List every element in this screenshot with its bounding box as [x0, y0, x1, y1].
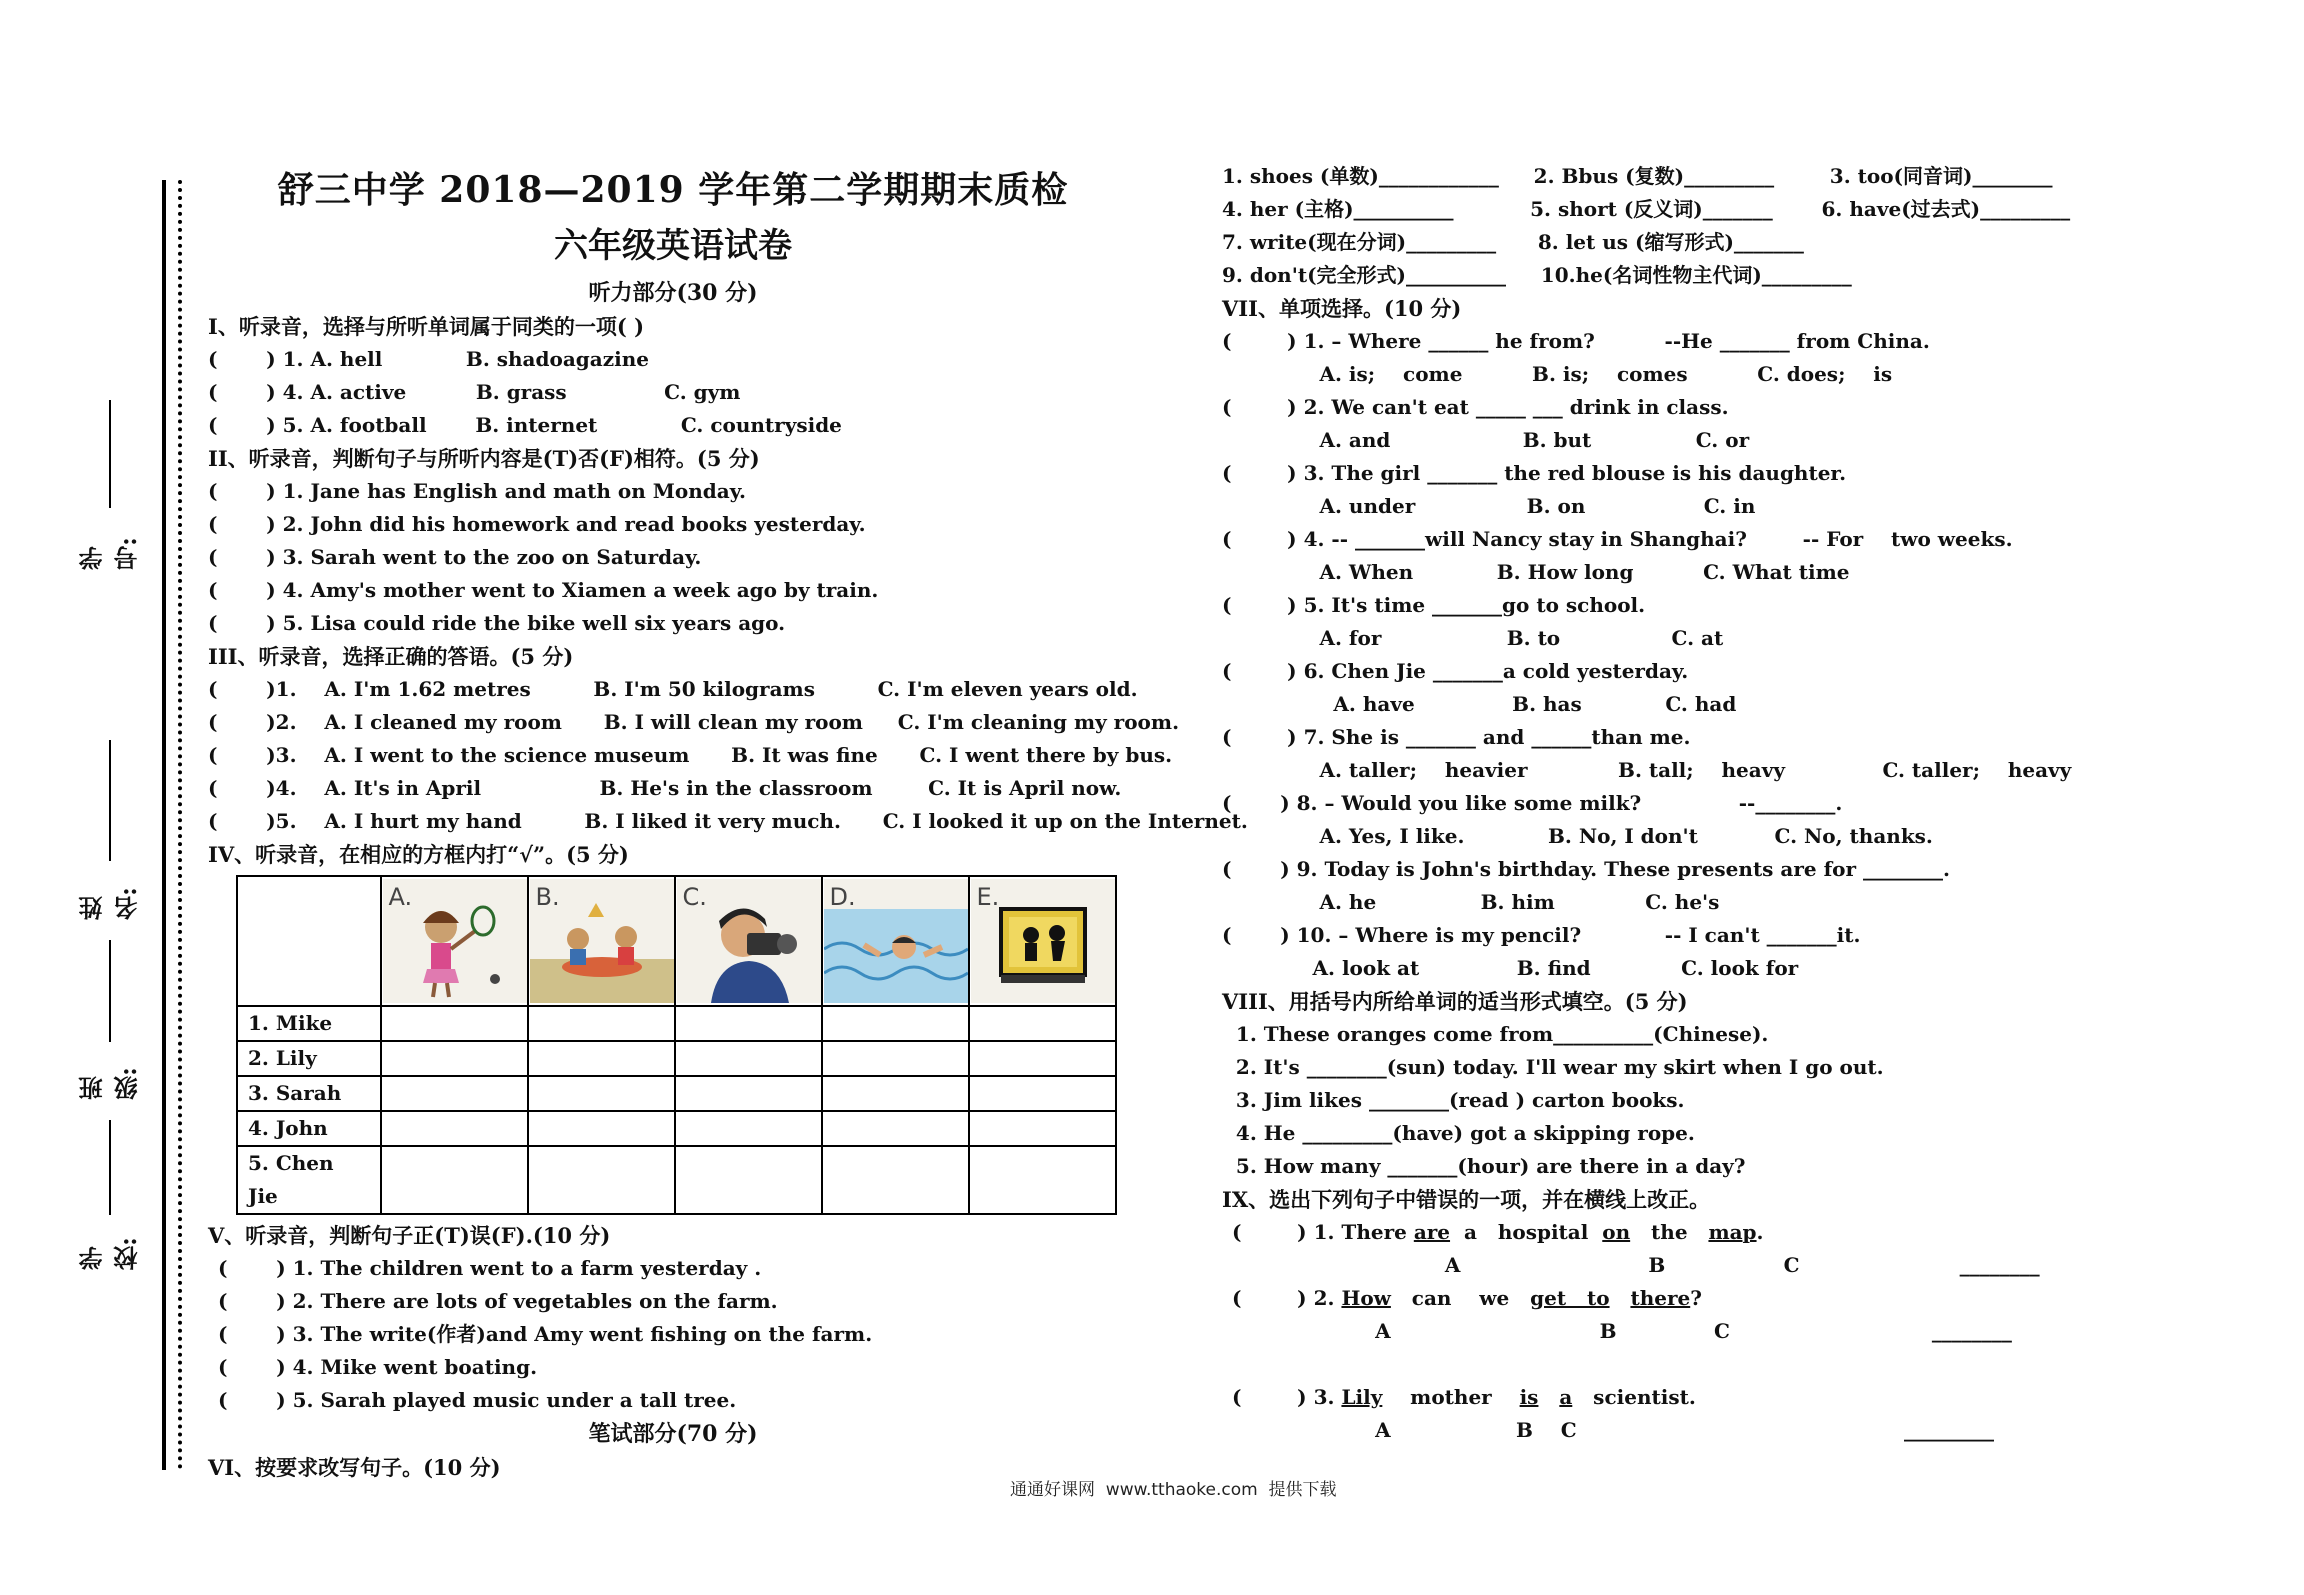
answer-cell[interactable]	[675, 1006, 822, 1041]
exam-subtitle: 六年级英语试卷	[554, 226, 792, 266]
option-c-word: there	[1630, 1286, 1691, 1310]
table-row	[237, 1041, 1116, 1076]
exam-title: 舒三中学 2018—2019 学年第二学期期末质检	[277, 169, 1069, 211]
answer-cell[interactable]	[822, 1111, 969, 1146]
student-number-field	[80, 400, 140, 570]
picnic-scene-image: B.	[530, 879, 674, 1003]
question-row: ( ) 3. Sarah went to the zoo on Saturday.	[208, 545, 702, 569]
question-row: ( )5. A. I hurt my hand B. I liked it very much. C. I looked it up on the Internet.	[208, 809, 1248, 833]
option-letters: A B C ________	[1222, 1319, 2012, 1343]
answer-cell[interactable]	[381, 1146, 528, 1214]
boy-swimming-image: D.	[824, 879, 968, 1003]
table-row	[237, 1076, 1116, 1111]
section-2-heading: II、听录音，判断句子与所听内容是(T)否(F)相符。(5 分)	[208, 446, 760, 471]
table-row	[237, 1006, 1116, 1041]
mc-options: A. When B. How long C. What time	[1222, 560, 1850, 584]
mc-question: ( ) 4. -- _______will Nancy stay in Shanghai? -- For two weeks.	[1222, 527, 2013, 551]
error-sentence: ( ) 2. How can we get to there?	[1232, 1286, 1702, 1310]
student-name-cell: 5. Chen Jie	[237, 1146, 381, 1214]
answer-cell[interactable]	[675, 1041, 822, 1076]
rewrite-row: 9. don't(完全形式)__________ 10.he(名词性物主代词)_________	[1222, 263, 1852, 287]
answer-cell[interactable]	[822, 1041, 969, 1076]
mc-question: ( ) 5. It's time _______go to school.	[1222, 593, 1646, 617]
class-blank[interactable]	[109, 940, 111, 1042]
question-row: ( )4. A. It's in April B. He's in the classroom C. It is April now.	[208, 776, 1122, 800]
mc-question: ( ) 8. – Would you like some milk? --________.	[1222, 791, 1843, 815]
mc-options: A. and B. but C. or	[1222, 428, 1750, 452]
answer-cell[interactable]	[822, 1006, 969, 1041]
option-c-word: map	[1708, 1220, 1757, 1244]
school-field	[80, 1120, 140, 1270]
picture-cell	[528, 876, 675, 1006]
mc-question: ( ) 3. The girl _______ the red blouse is his daughter.	[1222, 461, 1847, 485]
school-blank[interactable]	[109, 1120, 111, 1215]
question-row: ( )2. A. I cleaned my room B. I will clean my room C. I'm cleaning my room.	[208, 710, 1180, 734]
mc-question: ( ) 2. We can't eat _____ ___ drink in class.	[1222, 395, 1729, 419]
mc-options: A. for B. to C. at	[1222, 626, 1724, 650]
answer-cell[interactable]	[822, 1076, 969, 1111]
rewrite-row: 4. her (主格)__________ 5. short (反义词)_______ 6. have(过去式)_________	[1222, 197, 2071, 221]
section-7-heading: VII、单项选择。(10 分)	[1222, 296, 1462, 321]
answer-cell[interactable]	[528, 1006, 675, 1041]
answer-cell[interactable]	[381, 1041, 528, 1076]
mc-question: ( ) 10. – Where is my pencil? -- I can't _______it.	[1222, 923, 1861, 947]
question-row: ( ) 4. Mike went boating.	[218, 1355, 538, 1379]
table-row	[237, 1111, 1116, 1146]
puppet-show-image: E.	[971, 879, 1115, 1003]
question-row: ( ) 4. A. active B. grass C. gym	[208, 380, 741, 404]
answer-cell[interactable]	[822, 1146, 969, 1214]
answer-cell[interactable]	[675, 1076, 822, 1111]
question-row: ( ) 1. The children went to a farm yesterday .	[218, 1256, 762, 1280]
answer-cell[interactable]	[381, 1076, 528, 1111]
mc-options: A. have B. has C. had	[1222, 692, 1737, 716]
girl-tennis-image: A.	[383, 879, 527, 1003]
tick-table	[236, 875, 1117, 1215]
option-letters: A B C ________	[1222, 1253, 2040, 1277]
mc-options: A. is; come B. is; comes C. does; is	[1222, 362, 1893, 386]
answer-cell[interactable]	[528, 1146, 675, 1214]
picture-cell	[822, 876, 969, 1006]
fill-blank-row: 1. These oranges come from__________(Chinese).	[1222, 1022, 1769, 1046]
mc-options: A. he B. him C. he's	[1222, 890, 1720, 914]
section-5-heading: V、听录音，判断句子正(T)误(F).(10 分)	[208, 1223, 611, 1248]
mc-question: ( ) 9. Today is John's birthday. These presents are for ________.	[1222, 857, 1950, 881]
answer-cell[interactable]	[528, 1111, 675, 1146]
table-corner-cell	[237, 876, 381, 1006]
option-a-word: How	[1341, 1286, 1391, 1310]
download-footer: 通通好课网 www.tthaoke.com 提供下载	[1010, 1480, 1337, 1500]
question-row: ( )1. A. I'm 1.62 metres B. I'm 50 kilograms C. I'm eleven years old.	[208, 677, 1138, 701]
question-row: ( ) 1. A. hell B. shadoagazine	[208, 347, 649, 371]
answer-cell[interactable]	[969, 1041, 1116, 1076]
answer-cell[interactable]	[675, 1111, 822, 1146]
question-row: ( ) 4. Amy's mother went to Xiamen a week ago by train.	[208, 578, 879, 602]
error-sentence: ( ) 1. There are a hospital on the map.	[1232, 1220, 1764, 1244]
fill-blank-row: 5. How many _______(hour) are there in a day?	[1222, 1154, 1746, 1178]
question-row: ( ) 2. There are lots of vegetables on the farm.	[218, 1289, 778, 1313]
fill-blank-row: 2. It's ________(sun) today. I'll wear my skirt when I go out.	[1222, 1055, 1884, 1079]
option-a-word: are	[1413, 1220, 1451, 1244]
mc-options: A. under B. on C. in	[1222, 494, 1756, 518]
answer-cell[interactable]	[381, 1006, 528, 1041]
option-b-word: on	[1602, 1220, 1631, 1244]
question-row: ( ) 5. Sarah played music under a tall tree.	[218, 1388, 737, 1412]
number-blank[interactable]	[109, 400, 111, 508]
section-6-heading: VI、按要求改写句子。(10 分)	[208, 1455, 501, 1480]
picture-cell	[381, 876, 528, 1006]
student-name-cell: 4. John	[237, 1111, 381, 1146]
student-name-cell: 1. Mike	[237, 1006, 381, 1041]
student-name-cell: 3. Sarah	[237, 1076, 381, 1111]
question-row: ( ) 2. John did his homework and read books yesterday.	[208, 512, 866, 536]
class-label: 班级:	[78, 1067, 142, 1100]
section-9-heading: IX、选出下列句子中错误的一项，并在横线上改正。	[1222, 1187, 1711, 1212]
answer-cell[interactable]	[969, 1076, 1116, 1111]
left-column	[208, 160, 1248, 1484]
error-sentence: ( ) 3. Lily mother is a scientist.	[1232, 1385, 1696, 1409]
right-column	[1222, 160, 2162, 1447]
picture-cell	[969, 876, 1116, 1006]
rewrite-row: 7. write(现在分词)_________ 8. let us (缩写形式)_______	[1222, 230, 1804, 254]
question-row: ( ) 5. A. football B. internet C. countryside	[208, 413, 842, 437]
question-row: ( ) 5. Lisa could ride the bike well six years ago.	[208, 611, 786, 635]
answer-cell[interactable]	[675, 1146, 822, 1214]
student-name-cell: 2. Lily	[237, 1041, 381, 1076]
spacer	[1222, 1348, 2162, 1381]
fill-blank-row: 3. Jim likes ________(read ) carton books.	[1222, 1088, 1685, 1112]
question-row: ( )3. A. I went to the science museum B. It was fine C. I went there by bus.	[208, 743, 1173, 767]
answer-cell[interactable]	[381, 1111, 528, 1146]
class-field	[80, 940, 140, 1100]
fill-blank-row: 4. He _________(have) got a skipping rope.	[1222, 1121, 1695, 1145]
rewrite-row: 1. shoes (单数)____________ 2. Bbus (复数)_________ 3. too(同音词)________	[1222, 164, 2053, 188]
option-c-word: a	[1559, 1385, 1573, 1409]
section-1-heading: I、听录音，选择与所听单词属于同类的一项( )	[208, 314, 645, 339]
option-a-word: Lily	[1341, 1385, 1383, 1409]
section-4-heading: IV、听录音，在相应的方框内打“√”。(5 分)	[208, 842, 629, 867]
writing-part-heading: 笔试部分(70 分)	[588, 1421, 758, 1447]
name-blank[interactable]	[109, 740, 111, 861]
mc-question: ( ) 6. Chen Jie _______a cold yesterday.	[1222, 659, 1689, 683]
picture-cell	[675, 876, 822, 1006]
name-label: 姓名:	[78, 887, 142, 920]
mc-question: ( ) 1. – Where ______ he from? --He _______ from China.	[1222, 329, 1930, 353]
option-b-word: is	[1519, 1385, 1539, 1409]
answer-cell[interactable]	[528, 1041, 675, 1076]
mc-question: ( ) 7. She is _______ and ______than me.	[1222, 725, 1691, 749]
section-8-heading: VIII、用括号内所给单词的适当形式填空。(5 分)	[1222, 989, 1688, 1014]
binding-margin-solid-line	[162, 180, 166, 1470]
name-field	[80, 740, 140, 920]
table-row	[237, 1146, 1116, 1214]
answer-cell[interactable]	[528, 1076, 675, 1111]
option-b-word: get to	[1530, 1286, 1610, 1310]
answer-cell[interactable]	[969, 1006, 1116, 1041]
answer-cell[interactable]	[969, 1111, 1116, 1146]
question-row: ( ) 3. The write(作者)and Amy went fishing on the farm.	[218, 1322, 873, 1346]
question-row: ( ) 1. Jane has English and math on Monday.	[208, 479, 746, 503]
section-3-heading: III、听录音，选择正确的答语。(5 分)	[208, 644, 574, 669]
school-label: 学校:	[78, 1237, 142, 1270]
number-label: 学号:	[78, 537, 142, 570]
mc-options: A. look at B. find C. look for	[1222, 956, 1799, 980]
answer-cell[interactable]	[969, 1146, 1116, 1214]
mc-options: A. Yes, I like. B. No, I don't C. No, thanks.	[1222, 824, 1933, 848]
listening-part-heading: 听力部分(30 分)	[588, 280, 758, 306]
man-camera-image: C.	[677, 879, 821, 1003]
binding-margin-dotted-line	[178, 180, 182, 1470]
option-letters: A B C _________	[1222, 1418, 1994, 1442]
mc-options: A. taller; heavier B. tall; heavy C. taller; heavy	[1222, 758, 2072, 782]
